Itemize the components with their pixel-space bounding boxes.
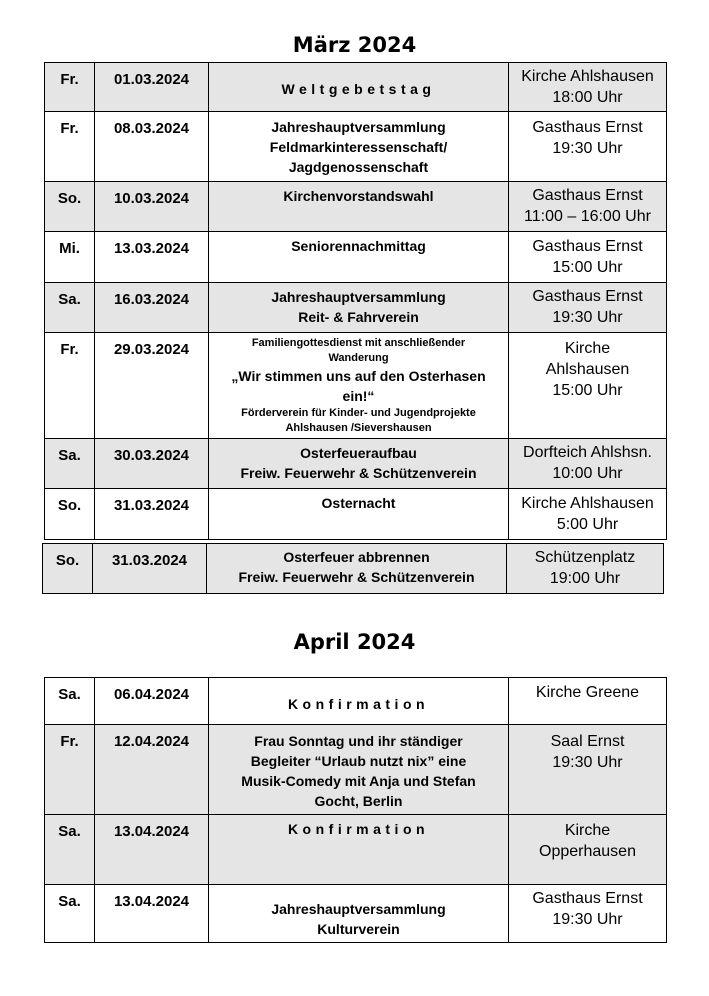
- event-cell: [209, 815, 509, 885]
- location-name: Kirche Greene: [535, 684, 640, 701]
- location-name: Saal Ernst: [550, 733, 625, 750]
- location-cell: [507, 544, 664, 594]
- location-name: Kirche: [564, 340, 611, 357]
- location-name: Kirche Ahlshausen: [521, 495, 654, 512]
- day-cell: Sa.: [45, 283, 95, 333]
- event-title: Frau Sonntag und ihr ständiger: [254, 733, 463, 749]
- event-title: Begleiter “Urlaub nutzt nix” eine: [250, 753, 467, 769]
- event-time: 19:00 Uhr: [549, 570, 621, 587]
- event-title: Weltgebetstag: [281, 81, 436, 97]
- day-cell: Sa.: [45, 885, 95, 943]
- location-cell: [509, 63, 667, 112]
- april-heading: April 2024: [293, 630, 416, 654]
- march-table: [44, 62, 667, 540]
- location-cell: [509, 232, 667, 283]
- table-row: [45, 333, 667, 439]
- table-row: [45, 489, 667, 540]
- event-time: 15:00 Uhr: [552, 382, 623, 399]
- event-title: Jahreshauptversammlung: [271, 901, 446, 917]
- march-heading: März 2024: [292, 33, 417, 57]
- date-cell: 06.04.2024: [95, 678, 209, 725]
- location-cell: [509, 283, 667, 333]
- location-name: Gasthaus Ernst: [532, 187, 643, 204]
- event-organizer: Reit- & Fahrverein: [298, 309, 419, 325]
- table-row: [45, 439, 667, 489]
- date-cell: 13.04.2024: [95, 885, 209, 943]
- date-cell: 13.04.2024: [95, 815, 209, 885]
- event-organizer: Förderverein für Kinder- und Jugendprojekte: [241, 407, 476, 419]
- event-subtitle: „Wir stimmen uns auf den Osterhasen ein!“: [231, 368, 486, 404]
- location-cell: [509, 815, 667, 885]
- event-time: 15:00 Uhr: [552, 259, 623, 276]
- event-time: 19:30 Uhr: [552, 309, 623, 326]
- event-cell: [209, 63, 509, 112]
- event-time: 19:30 Uhr: [552, 140, 623, 157]
- location-cell: [509, 439, 667, 489]
- table-row: [45, 232, 667, 283]
- table-row: [43, 544, 664, 594]
- location-cell: [509, 725, 667, 815]
- day-cell: Mi.: [45, 232, 95, 283]
- day-cell: Fr.: [45, 725, 95, 815]
- day-cell: So.: [45, 489, 95, 540]
- location-name: Gasthaus Ernst: [532, 288, 643, 305]
- date-cell: 31.03.2024: [93, 544, 207, 594]
- event-title: Jahreshauptversammlung: [271, 289, 446, 305]
- event-title: Osternacht: [321, 495, 396, 511]
- location-cell: [509, 489, 667, 540]
- event-organizer: Jagdgenossenschaft: [288, 159, 429, 175]
- event-title: Osterfeuer abbrennen: [283, 549, 430, 565]
- location-name: Kirche: [564, 822, 611, 839]
- event-organizer: Ahlshausen /Sievershausen: [285, 422, 432, 434]
- event-cell: [209, 232, 509, 283]
- event-time: 19:30 Uhr: [552, 911, 623, 928]
- event-cell: [209, 333, 509, 439]
- event-cell: [209, 678, 509, 725]
- date-cell: 12.04.2024: [95, 725, 209, 815]
- event-time: 11:00 – 16:00 Uhr: [524, 208, 651, 225]
- march-table-last-row: [42, 543, 664, 594]
- location-name: Schützenplatz: [534, 549, 636, 566]
- day-cell: So.: [45, 182, 95, 232]
- date-cell: 16.03.2024: [95, 283, 209, 333]
- event-cell: [209, 283, 509, 333]
- event-title: Kirchenvorstandswahl: [283, 188, 434, 204]
- event-time: 19:30 Uhr: [552, 754, 623, 771]
- event-title: Konfirmation: [287, 696, 430, 712]
- date-cell: 08.03.2024: [95, 112, 209, 182]
- event-cell: [209, 885, 509, 943]
- location-name: Ahlshausen: [545, 361, 630, 378]
- date-cell: 30.03.2024: [95, 439, 209, 489]
- date-cell: 13.03.2024: [95, 232, 209, 283]
- day-cell: Fr.: [45, 333, 95, 439]
- day-cell: Fr.: [45, 112, 95, 182]
- event-cell: [209, 489, 509, 540]
- event-time: 10:00 Uhr: [552, 465, 623, 482]
- location-name: Dorfteich Ahlshsn.: [523, 444, 652, 461]
- location-name: Gasthaus Ernst: [532, 119, 643, 136]
- table-row: [45, 283, 667, 333]
- event-time: 18:00 Uhr: [552, 89, 623, 106]
- day-cell: Sa.: [45, 439, 95, 489]
- location-cell: [509, 112, 667, 182]
- event-title: Musik-Comedy mit Anja und Stefan: [241, 773, 476, 789]
- april-table: [44, 677, 667, 943]
- table-row: [45, 112, 667, 182]
- date-cell: 29.03.2024: [95, 333, 209, 439]
- event-title: Jahreshauptversammlung: [271, 119, 446, 135]
- location-name: Opperhausen: [539, 843, 636, 860]
- date-cell: 01.03.2024: [95, 63, 209, 112]
- event-organizer: Freiw. Feuerwehr & Schützenverein: [238, 569, 475, 585]
- table-row: [45, 885, 667, 943]
- day-cell: Sa.: [45, 678, 95, 725]
- event-organizer: Kulturverein: [317, 921, 400, 937]
- event-title: Familiengottesdienst mit anschließender Wanderung: [251, 337, 466, 364]
- event-title: Osterfeueraufbau: [300, 445, 417, 461]
- location-cell: [509, 182, 667, 232]
- table-row: [45, 678, 667, 725]
- location-name: Gasthaus Ernst: [532, 890, 643, 907]
- event-cell: [207, 544, 507, 594]
- event-cell: [209, 112, 509, 182]
- table-row: [45, 815, 667, 885]
- date-cell: 31.03.2024: [95, 489, 209, 540]
- day-cell: Fr.: [45, 63, 95, 112]
- event-title: Seniorennachmittag: [291, 238, 426, 254]
- event-title: Gocht, Berlin: [314, 793, 403, 809]
- event-title: Konfirmation: [287, 821, 430, 837]
- location-cell: [509, 678, 667, 725]
- event-organizer: Feldmarkinteressenschaft/: [269, 139, 448, 155]
- location-name: Kirche Ahlshausen: [521, 68, 654, 85]
- event-cell: [209, 182, 509, 232]
- table-row: [45, 182, 667, 232]
- table-row: [45, 725, 667, 815]
- table-row: [45, 63, 667, 112]
- day-cell: So.: [43, 544, 93, 594]
- event-organizer: Freiw. Feuerwehr & Schützenverein: [240, 465, 477, 481]
- location-cell: [509, 885, 667, 943]
- day-cell: Sa.: [45, 815, 95, 885]
- location-name: Gasthaus Ernst: [532, 238, 643, 255]
- event-cell: [209, 439, 509, 489]
- date-cell: 10.03.2024: [95, 182, 209, 232]
- event-cell: [209, 725, 509, 815]
- location-cell: [509, 333, 667, 439]
- event-time: 5:00 Uhr: [556, 516, 619, 533]
